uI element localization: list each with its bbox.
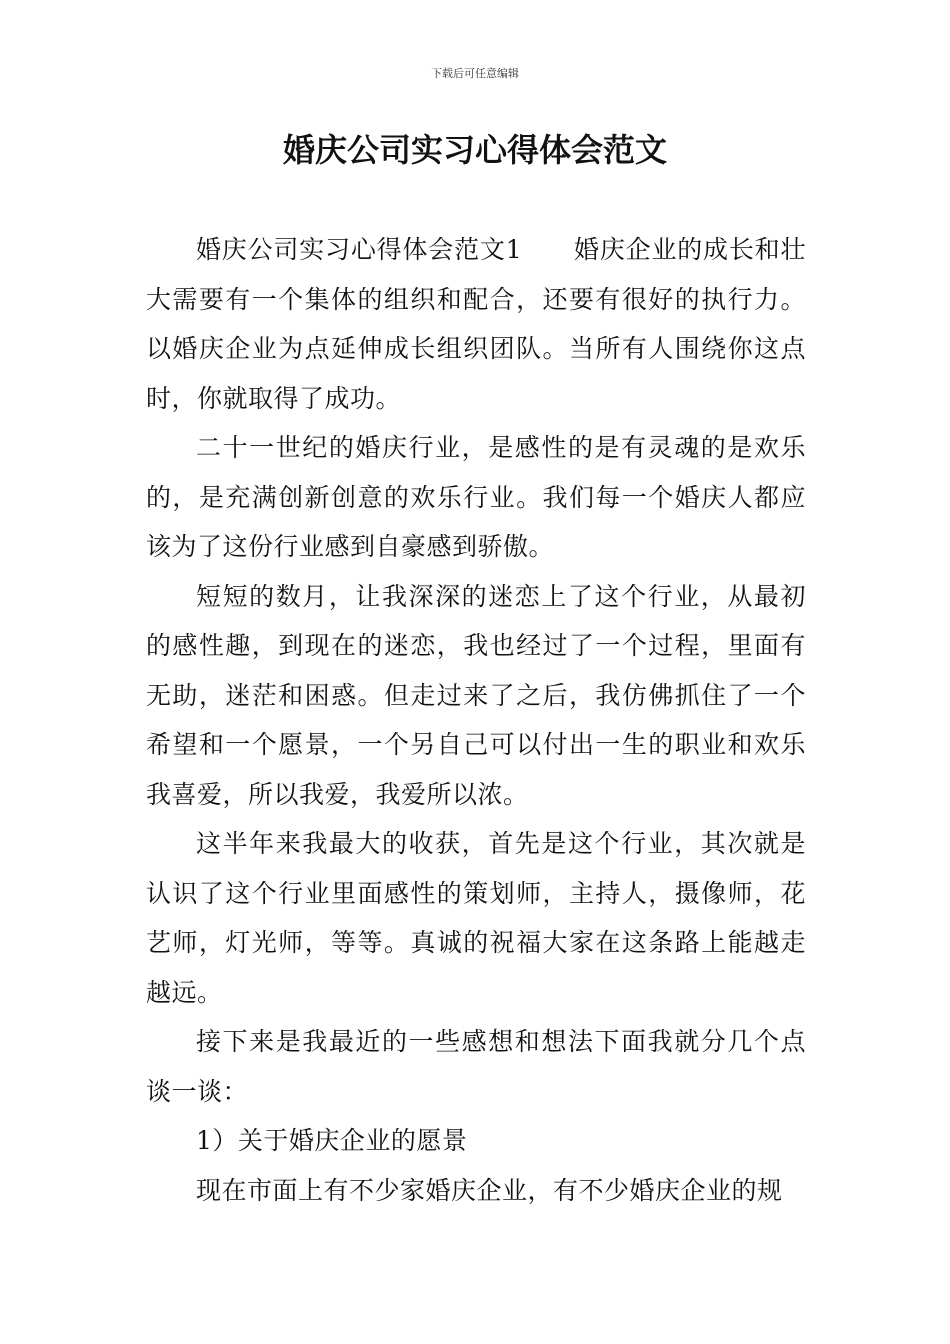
paragraph-7: 现在市面上有不少家婚庆企业，有不少婚庆企业的规 bbox=[196, 1175, 783, 1205]
paragraph-3: 短短的数月，让我深深的迷恋上了这个行业，从最初的感性趣，到现在的迷恋，我也经过了一个过程，里面有无助，迷茫和困惑。但走过来了之后，我仿佛抓住了一个希望和一个愿景，一个另自己可以付出一生的职业和欢乐我喜爱，所以我爱，我爱所以浓。 bbox=[146, 581, 806, 809]
header-note: 下载后可任意编辑 bbox=[431, 67, 519, 80]
document-title: 婚庆公司实习心得体会范文 bbox=[282, 131, 667, 169]
paragraph-5: 接下来是我最近的一些感想和想法下面我就分几个点谈一谈： bbox=[146, 1027, 806, 1106]
paragraph-4: 这半年来我最大的收获，首先是这个行业，其次就是认识了这个行业里面感性的策划师，主持人，摄像师，花艺师，灯光师，等等。真诚的祝福大家在这条路上能越走越远。 bbox=[146, 829, 806, 1007]
document-body bbox=[146, 225, 806, 1215]
paragraph-6: 1）关于婚庆企业的愿景 bbox=[196, 1126, 468, 1155]
paragraph-1: 婚庆公司实习心得体会范文1 婚庆企业的成长和壮大需要有一个集体的组织和配合，还要有很好的执行力。以婚庆企业为点延伸成长组织团队。当所有人围绕你这点时，你就取得了成功。 bbox=[146, 235, 806, 413]
paragraph-2: 二十一世纪的婚庆行业，是感性的是有灵魂的是欢乐的，是充满创新创意的欢乐行业。我们每一个婚庆人都应该为了这份行业感到自豪感到骄傲。 bbox=[146, 433, 806, 561]
